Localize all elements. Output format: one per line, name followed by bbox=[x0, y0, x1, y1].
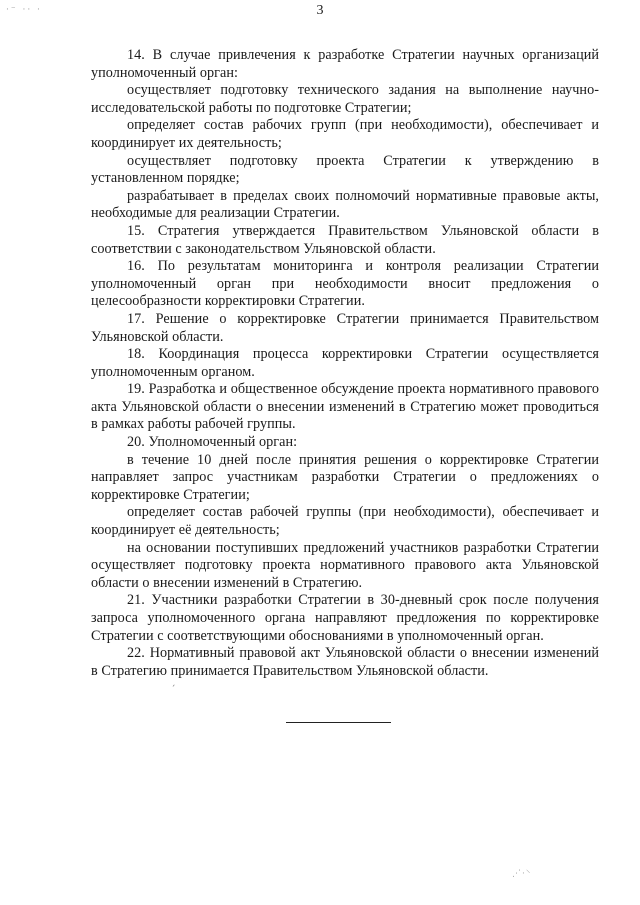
paragraph-20-item-2: определяет состав рабочей группы (при необходимости), обеспечивает и координирует её деятельность; bbox=[91, 504, 599, 539]
paragraph-19: 19. Разработка и общественное обсуждение проекта нормативного правового акта Ульяновской области о внесении изменений в Стратегию может проводиться в рамках работы рабочей группы. bbox=[91, 381, 599, 433]
paragraph-14: 14. В случае привлечения к разработке Стратегии научных организаций уполномоченный орган: bbox=[91, 47, 599, 81]
paragraph-20: 20. Уполномоченный орган: bbox=[127, 434, 298, 451]
paragraph-14-item-2: определяет состав рабочих групп (при необходимости), обеспечивает и координирует их деятельность; bbox=[91, 117, 599, 151]
paragraph-20-item-1: в течение 10 дней после принятия решения о корректировке Стратегии направляет запрос участникам разработки Стратегии о предложениях о корректировке Стратегии; bbox=[91, 451, 599, 503]
paragraph-14-item-1: осуществляет подготовку технического задания на выполнение научно-исследовательской работы по подготовке Стратегии; bbox=[91, 82, 599, 116]
paragraph-16: 16. По результатам мониторинга и контроля реализации Стратегии уполномоченный орган при необходимости вносит предложения о целесообразности корректировки Стратегии. bbox=[91, 258, 599, 310]
paragraph-18: 18. Координация процесса корректировки Стратегии осуществляется уполномоченным органом. bbox=[91, 346, 599, 380]
end-separator-line bbox=[286, 722, 391, 723]
paragraph-15: 15. Стратегия утверждается Правительством Ульяновской области в соответствии с законодательством Ульяновской области. bbox=[91, 222, 599, 257]
paragraph-14-item-3: осуществляет подготовку проекта Стратегии к утверждению в установленном порядке; bbox=[91, 152, 599, 187]
paragraph-20-item-3: на основании поступивших предложений участников разработки Стратегии осуществляет подготовку проекта нормативного правового акта Ульяновской области о внесении изменений в Стратегию. bbox=[91, 539, 599, 591]
paragraph-22: 22. Нормативный правовой акт Ульяновской области о внесении изменений в Стратегию принимается Правительством Ульяновской области. bbox=[91, 645, 599, 679]
paragraph-17: 17. Решение о корректировке Стратегии принимается Правительством Ульяновской области. bbox=[91, 310, 599, 345]
page-number: 3 bbox=[316, 3, 324, 18]
paragraph-14-item-4: разрабатывает в пределах своих полномочий нормативные правовые акты, необходимые для реализации Стратегии. bbox=[91, 187, 599, 222]
scan-artifact-mark: ˊ bbox=[171, 685, 176, 695]
scan-artifact-mark: ·⁻ ·· · bbox=[6, 5, 42, 15]
scan-artifact-mark: ⋰·⸌ bbox=[512, 869, 532, 879]
document-body bbox=[91, 47, 599, 680]
paragraph-21: 21. Участники разработки Стратегии в 30-дневный срок после получения запроса уполномоченного органа направляют предложения по корректировке Стратегии с соответствующими обоснованиями в уполномоченный орган. bbox=[91, 592, 599, 644]
